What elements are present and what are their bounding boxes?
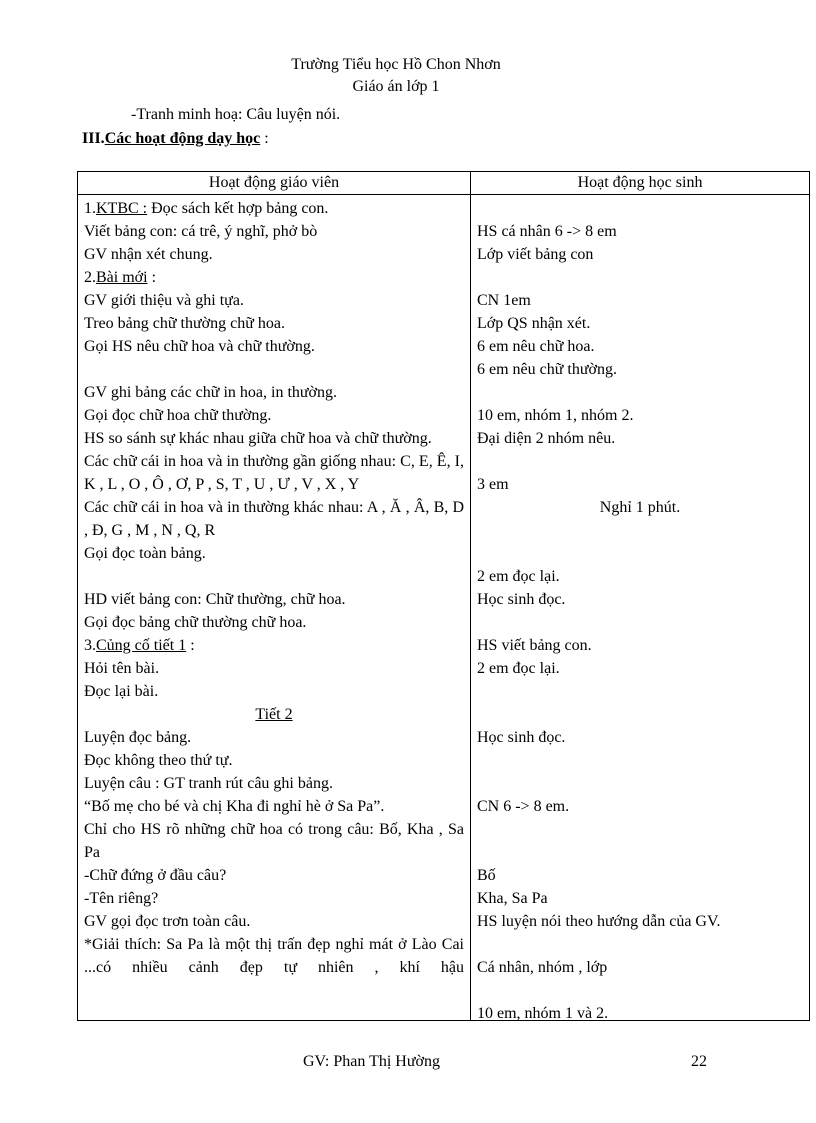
item-heading: Bài mới: [96, 269, 148, 286]
item-number: 3.: [84, 637, 96, 654]
teacher-line: GV gọi đọc trơn toàn câu.: [84, 913, 251, 930]
student-line: Lớp QS nhận xét.: [477, 315, 591, 332]
student-line: Kha, Sa Pa: [477, 890, 548, 907]
table-header-row: [78, 172, 810, 195]
section-heading: [82, 128, 269, 150]
section-number: III.: [82, 130, 105, 147]
student-line: Lớp viết bảng con: [477, 246, 594, 263]
teacher-line: Gọi đọc bảng chữ thường chữ hoa.: [84, 614, 307, 631]
school-name: Trường Tiểu học Hồ Chon Nhơn: [291, 56, 501, 73]
header-student: Hoạt động học sinh: [471, 172, 810, 195]
item-text: :: [186, 637, 195, 654]
teacher-line: GV giới thiệu và ghi tựa.: [84, 292, 244, 309]
period-title: Tiết 2: [255, 706, 293, 723]
teacher-line: [84, 266, 464, 289]
student-line: 3 em: [477, 476, 509, 493]
page-number: 22: [691, 1053, 707, 1070]
student-line: HS viết bảng con.: [477, 637, 592, 654]
student-line: Đại diện 2 nhóm nêu.: [477, 430, 616, 447]
document-subtitle: Giáo án lớp 1: [352, 78, 440, 95]
student-line: 6 em nêu chữ hoa.: [477, 338, 595, 355]
teacher-line: Các chữ cái in hoa và in thường khác nhau: A , Ă , Â, B, D , Đ, G , M , N , Q, R: [84, 499, 464, 539]
section-title: Các hoạt động dạy học: [104, 130, 261, 147]
student-line: HS cá nhân 6 -> 8 em: [477, 223, 617, 240]
teacher-line: [84, 634, 464, 657]
student-line: Nghỉ 1 phút.: [599, 499, 681, 516]
footer-teacher: GV: Phan Thị Hường: [303, 1053, 440, 1070]
section-suffix: :: [260, 130, 269, 147]
lesson-table: [77, 171, 810, 1021]
teacher-line: Gọi đọc toàn bảng.: [84, 545, 206, 562]
teacher-line: Các chữ cái in hoa và in thường gần giống nhau: C, E, Ê, I, K , L , O , Ô , Ơ, P , S, T , U , Ư , V , X , Y: [84, 453, 464, 493]
teacher-line: -Tên riêng?: [84, 890, 159, 907]
teacher-line: [84, 197, 464, 220]
intro-line: -Tranh minh hoạ: Câu luyện nói.: [131, 106, 341, 123]
student-line: 2 em đọc lại.: [477, 568, 560, 585]
teacher-line: *Giải thích: Sa Pa là một thị trấn đẹp nghỉ mát ở Lào Cai ...có nhiều cảnh đẹp tự nhiên , khí hậu: [84, 936, 464, 976]
teacher-line: Treo bảng chữ thường chữ hoa.: [84, 315, 285, 332]
student-line: Học sinh đọc.: [477, 729, 566, 746]
student-cell: [471, 195, 810, 1021]
student-line: Bố: [477, 867, 496, 884]
teacher-line: -Chữ đứng ở đầu câu?: [84, 867, 227, 884]
teacher-line: Viết bảng con: cá trê, ý nghĩ, phở bò: [84, 223, 318, 240]
teacher-line: Luyện đọc bảng.: [84, 729, 192, 746]
student-line: 6 em nêu chữ thường.: [477, 361, 617, 378]
teacher-line: Gọi đọc chữ hoa chữ thường.: [84, 407, 272, 424]
item-text: Đọc sách kết hợp bảng con.: [147, 200, 329, 217]
period-heading: [84, 703, 464, 726]
item-number: 1.: [84, 200, 96, 217]
student-line: Học sinh đọc.: [477, 591, 566, 608]
student-line: HS luyện nói theo hướng dẫn của GV.: [477, 913, 721, 930]
teacher-line: Luyện câu : GT tranh rút câu ghi bảng.: [84, 775, 333, 792]
item-number: 2.: [84, 269, 96, 286]
student-line: Cá nhân, nhóm , lớp: [477, 959, 608, 976]
teacher-line: Đọc không theo thứ tự.: [84, 752, 233, 769]
student-line: 10 em, nhóm 1 và 2.: [477, 1005, 609, 1020]
student-line: CN 6 -> 8 em.: [477, 798, 570, 815]
teacher-line: Đọc lại bài.: [84, 683, 159, 700]
student-line: 2 em đọc lại.: [477, 660, 560, 677]
student-line: 10 em, nhóm 1, nhóm 2.: [477, 407, 634, 424]
teacher-line: HD viết bảng con: Chữ thường, chữ hoa.: [84, 591, 346, 608]
teacher-line: Gọi HS nêu chữ hoa và chữ thường.: [84, 338, 315, 355]
table-body-row: [78, 195, 810, 1021]
item-heading: Củng cố tiết 1: [96, 637, 187, 654]
item-heading: KTBC :: [96, 200, 148, 217]
teacher-line: Chỉ cho HS rõ những chữ hoa có trong câu: Bố, Kha , Sa Pa: [84, 821, 464, 861]
item-text: :: [147, 269, 157, 286]
teacher-line: “Bố mẹ cho bé và chị Kha đi nghỉ hè ở Sa Pa”.: [84, 798, 385, 815]
header-teacher: Hoạt động giáo viên: [78, 172, 471, 195]
teacher-line: HS so sánh sự khác nhau giữa chữ hoa và chữ thường.: [84, 430, 432, 447]
teacher-line: Hỏi tên bài.: [84, 660, 160, 677]
teacher-line: GV nhận xét chung.: [84, 246, 213, 263]
teacher-line: GV ghi bảng các chữ in hoa, in thường.: [84, 384, 338, 401]
student-line: CN 1em: [477, 292, 531, 309]
teacher-cell: [78, 195, 471, 1021]
